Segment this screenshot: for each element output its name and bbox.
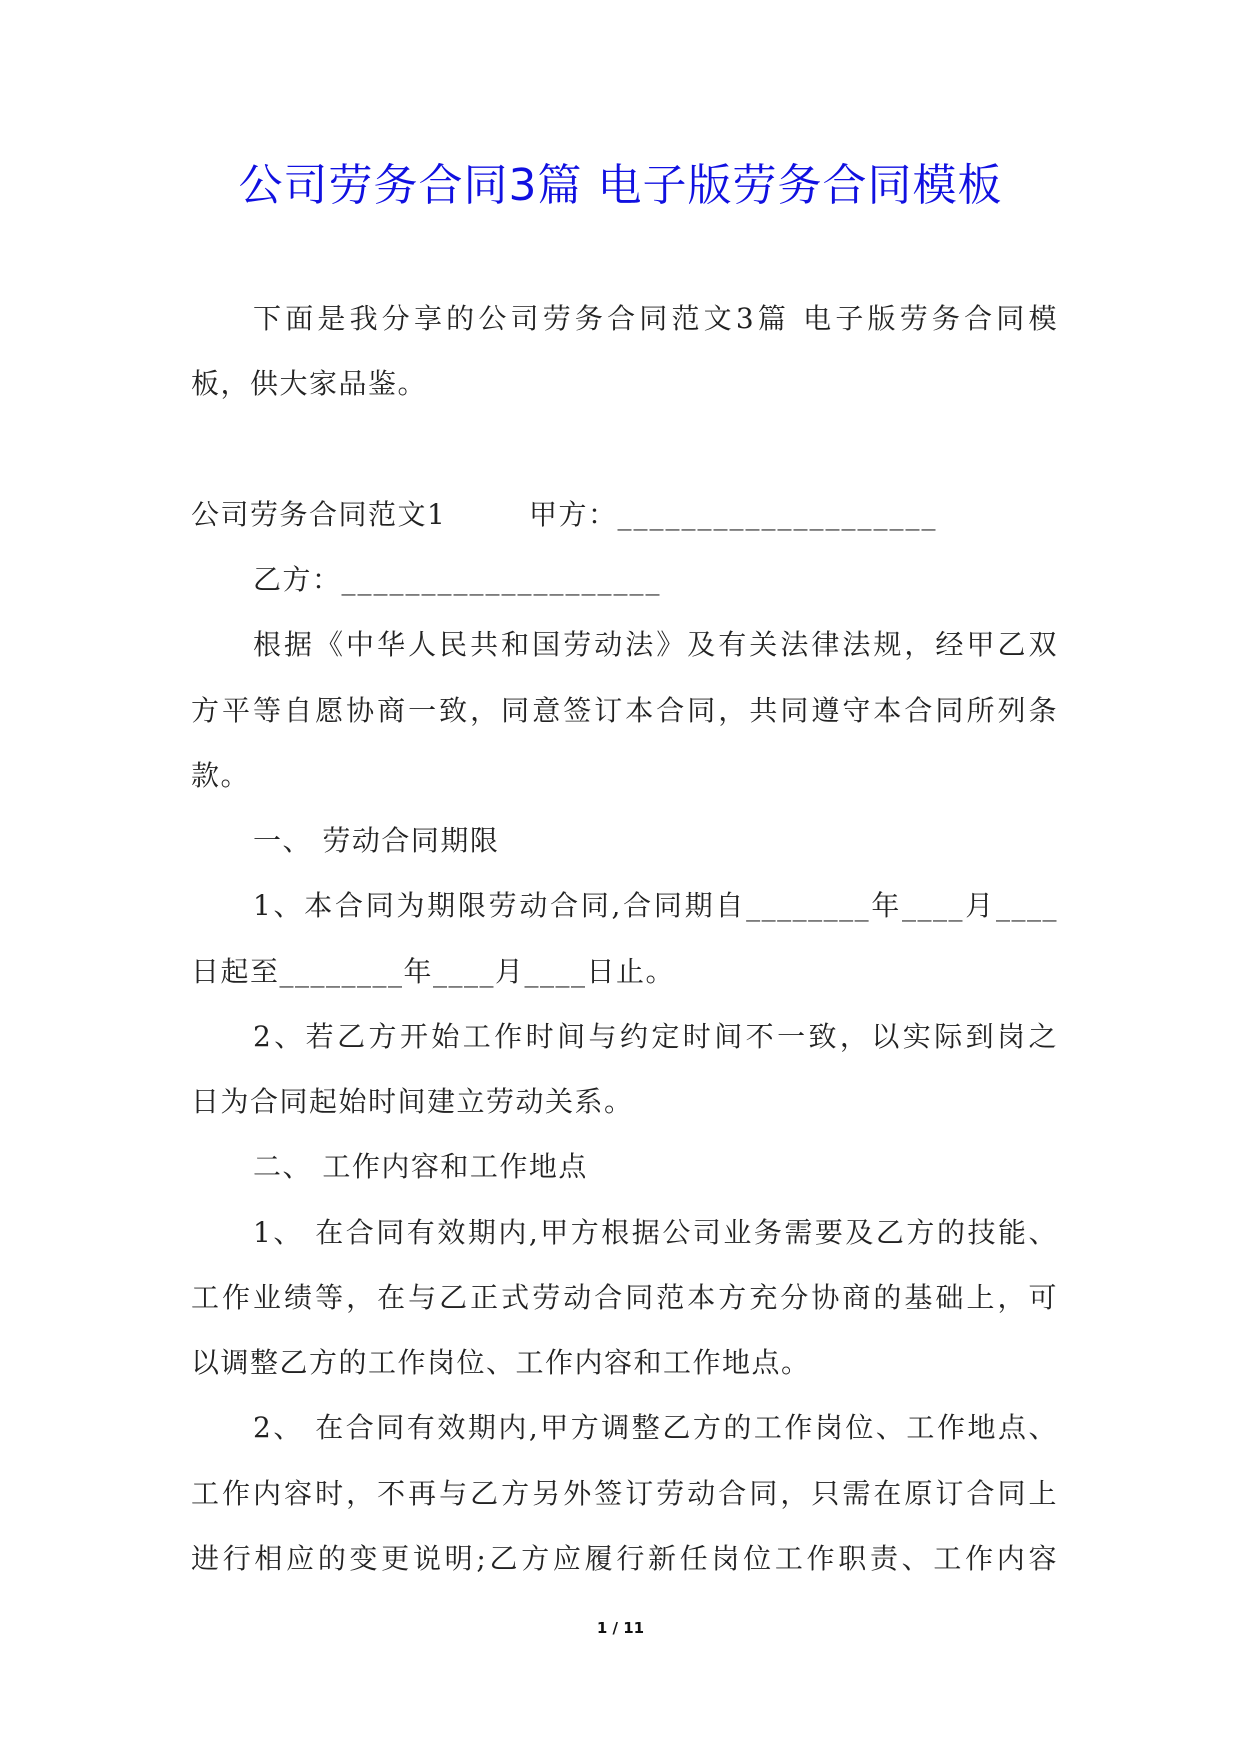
- document-title: 公司劳务合同3篇 电子版劳务合同模板: [238, 160, 1003, 211]
- intro-line: 板，供大家品鉴。: [191, 367, 428, 401]
- preamble-paragraph: [191, 612, 1058, 808]
- blank-line: [191, 417, 1058, 482]
- preamble-line: 方平等自愿协商一致，同意签订本合同，共同遵守本合同所列条: [191, 693, 1058, 727]
- section-heading: 二、 工作内容和工作地点: [253, 1150, 588, 1184]
- contract-heading-row: [191, 482, 1058, 547]
- intro-paragraph: [191, 286, 1058, 417]
- clause-line: 以调整乙方的工作岗位、工作内容和工作地点。: [191, 1346, 811, 1379]
- page-number: 1 / 11: [596, 1619, 645, 1637]
- preamble-line: 根据《中华人民共和国劳动法》及有关法律法规，经甲乙双: [253, 628, 1058, 662]
- clause-line: 工作业绩等，在与乙正式劳动合同范本方充分协商的基础上，可: [191, 1280, 1058, 1314]
- party-b-row: [191, 547, 1058, 612]
- clause-paragraph: [191, 1004, 1058, 1135]
- section-heading: 一、 劳动合同期限: [253, 824, 500, 857]
- party-b-label: 乙方：: [253, 563, 342, 596]
- party-a-blank: ____________________: [617, 497, 938, 531]
- intro-line: 下面是我分享的公司劳务合同范文3篇 电子版劳务合同模: [253, 302, 1058, 335]
- preamble-line: 款。: [191, 758, 251, 792]
- clause-line: 1、本合同为期限劳动合同,合同期自________年____月____: [253, 889, 1058, 923]
- clause-line: 日为合同起始时间建立劳动关系。: [191, 1085, 634, 1118]
- clause-paragraph: [191, 873, 1058, 1004]
- clause-line: 2、若乙方开始工作时间与约定时间不一致，以实际到岗之: [253, 1019, 1058, 1053]
- clause-line: 进行相应的变更说明;乙方应履行新任岗位工作职责、工作内容: [191, 1541, 1058, 1575]
- clause-paragraph: [191, 1200, 1058, 1396]
- party-a-label: 甲方：: [529, 497, 618, 531]
- party-b-blank: ____________________: [341, 563, 662, 596]
- document-body: [191, 286, 1058, 1591]
- clause-line: 2、 在合同有效期内,甲方调整乙方的工作岗位、工作地点、: [253, 1411, 1058, 1445]
- clause-paragraph: [191, 1395, 1058, 1591]
- clause-line: 日起至________年____月____日止。: [191, 954, 676, 988]
- contract-heading: 公司劳务合同范文1: [191, 497, 447, 531]
- clause-line: 1、 在合同有效期内,甲方根据公司业务需要及乙方的技能、: [253, 1215, 1058, 1249]
- clause-line: 工作内容时，不再与乙方另外签订劳动合同，只需在原订合同上: [191, 1476, 1058, 1510]
